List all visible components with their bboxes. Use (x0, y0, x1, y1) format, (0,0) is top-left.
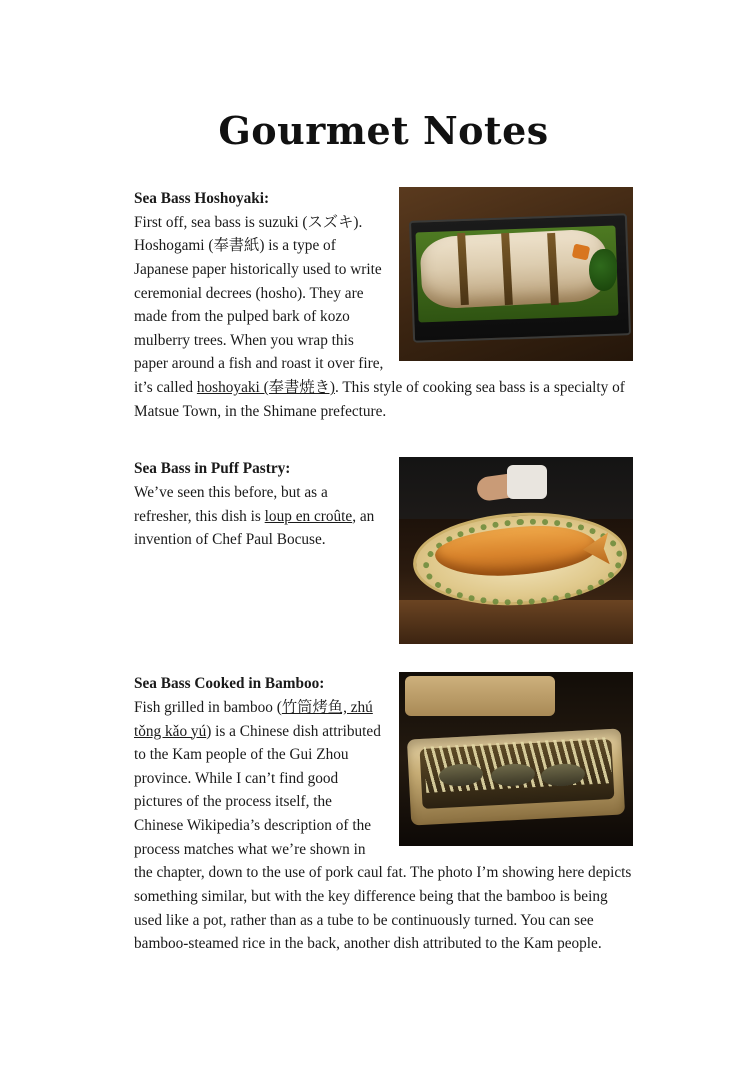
inline-link-loup-en-croute[interactable]: loup en croûte (264, 507, 353, 525)
inline-link-zhu-tong-kao-yu[interactable]: 竹筒烤鱼, zhú tǒng kǎo yú (134, 698, 373, 740)
section-heading: Sea Bass Hoshoyaki: (134, 190, 270, 207)
section-sea-bass-puff-pastry (134, 457, 633, 650)
section-spacer (134, 650, 633, 672)
photo-sea-bass-bamboo (399, 672, 633, 846)
section-heading: Sea Bass in Puff Pastry: (134, 460, 291, 478)
section-body-part-1: Fish grilled in bamboo ( (134, 698, 282, 716)
photo-sea-bass-puff-pastry (399, 457, 633, 644)
inline-link-hoshoyaki[interactable]: hoshoyaki (奉書焼き) (196, 379, 335, 396)
page-title: Gourmet Notes (218, 108, 549, 153)
section-sea-bass-hoshoyaki (134, 187, 633, 423)
photo-sea-bass-hoshoyaki (399, 187, 633, 361)
section-body-part-2: . This style of cooking sea bass is a specialty of Matsue Town, in the Shimane prefecture. (134, 379, 625, 420)
section-sea-bass-bamboo (134, 672, 633, 956)
section-body-part-2: , an invention of Chef Paul Bocuse. (134, 507, 375, 549)
section-body-part-1: We’ve seen this before, but as a refresher, this dish is (134, 483, 328, 525)
section-heading: Sea Bass Cooked in Bamboo: (134, 675, 325, 693)
section-spacer (134, 423, 633, 457)
section-body-part-2: ) is a Chinese dish attributed to the Kam people of the Gui Zhou province. While I can’t find good pictures of the process itself, the Chinese Wikipedia’s description of the process matches what we’re shown in the chapter, down to the use of pork caul fat. The photo I’m showing here depicts something similar, but with the key difference being that the bamboo is being used like a pot, rather than as a tube to be continuously turned. You can see bamboo-steamed rice in the back, another dish attributed to the Kam people. (134, 722, 632, 953)
section-body-part-1: First off, sea bass is suzuki (スズキ). Hoshogami (奉書紙) is a type of Japanese paper historically used to write ceremonial decrees (hosho). They are made from the pulped bark of kozo mulberry trees. When you wrap this paper around a fish and roast it over fire, it’s called (134, 213, 384, 396)
